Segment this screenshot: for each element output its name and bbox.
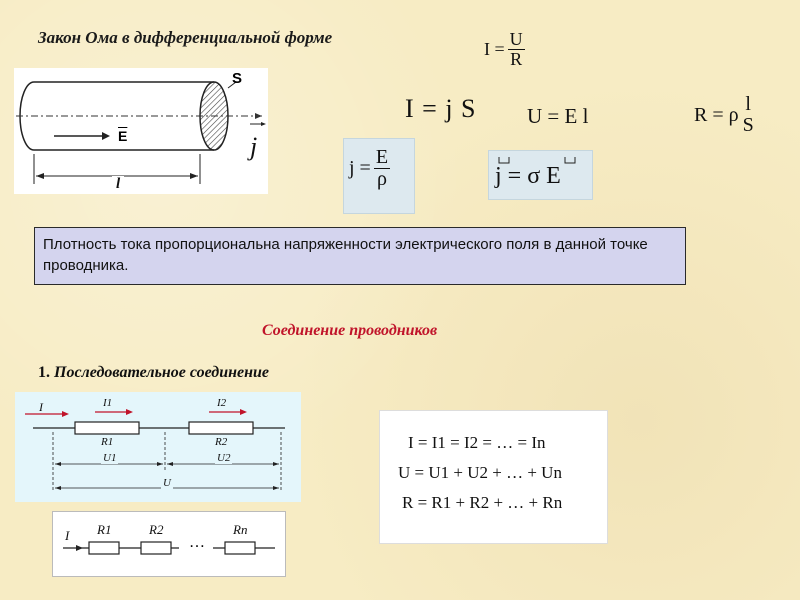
formula-ohm-integral <box>484 30 525 69</box>
voltage-2-label: U2 <box>217 452 231 464</box>
circuit-current-2-label: I2 <box>217 397 227 409</box>
formula-density-fraction <box>349 147 390 190</box>
circuit-current-label: I <box>39 400 43 414</box>
conductor-diagram <box>14 68 268 194</box>
current-density-label: j <box>250 132 258 161</box>
section-title: Соединение проводников <box>262 322 438 339</box>
subsection-title <box>38 364 269 382</box>
voltage-1-label: U1 <box>103 452 117 464</box>
formula-lhs: j = <box>349 157 371 179</box>
resistor-2-label: R2 <box>215 436 228 448</box>
series-circuit-drawing <box>15 392 301 502</box>
field-label: $\overline{E}$ <box>118 128 128 144</box>
series-circuit-general <box>52 511 286 577</box>
subsection-text: Последовательное соединение <box>54 364 269 381</box>
series-formula-current: I = I1 = I2 = … = In <box>408 433 546 452</box>
formula-box-density-vector <box>488 150 593 200</box>
formula-numerator: E <box>375 146 389 168</box>
page-title: Закон Ома в дифференциальной форме <box>38 28 333 47</box>
general-resistor-1-label: R1 <box>97 522 112 537</box>
formula-fraction <box>374 147 390 190</box>
formula-denominator: R <box>510 48 523 69</box>
formula-lhs: I = <box>484 38 505 59</box>
series-formulas-box <box>379 410 608 544</box>
formula-voltage-field: U = E l <box>527 104 589 128</box>
general-current-label: I <box>65 528 70 543</box>
formula-fraction <box>741 94 756 136</box>
conductor-drawing <box>14 68 268 194</box>
formula-numerator: l <box>745 93 751 115</box>
series-formula-voltage: U = U1 + U2 + … + Un <box>398 463 562 482</box>
formula-denominator: S <box>742 114 754 136</box>
formula-box-density-fraction <box>343 138 415 214</box>
series-circuit-detailed <box>15 392 301 502</box>
general-ellipsis: … <box>189 534 205 551</box>
total-voltage-label: U <box>163 477 171 489</box>
formula-denominator: ρ <box>376 168 387 190</box>
resistor-1-label: R1 <box>101 436 114 448</box>
area-label: S <box>232 70 243 87</box>
general-resistor-n-label: Rn <box>233 522 248 537</box>
formula-numerator: U <box>509 29 523 49</box>
length-label: l <box>112 176 124 193</box>
formula-lhs: R = ρ <box>694 103 739 126</box>
formula-resistance <box>694 94 756 136</box>
circuit-current-1-label: I1 <box>103 397 113 409</box>
general-resistor-2-label: R2 <box>149 522 164 537</box>
series-circuit-general-drawing <box>53 512 285 576</box>
series-formula-resistance: R = R1 + R2 + … + Rn <box>402 493 563 512</box>
statement-box: Плотность тока пропорциональна напряженности электрического поля в данной точке проводника. <box>34 227 686 285</box>
subsection-number: 1. <box>38 364 50 381</box>
formula-current-from-density: I = j S <box>405 94 477 123</box>
formula-density-vector: j = σ E <box>495 163 561 189</box>
formula-fraction <box>508 30 525 69</box>
